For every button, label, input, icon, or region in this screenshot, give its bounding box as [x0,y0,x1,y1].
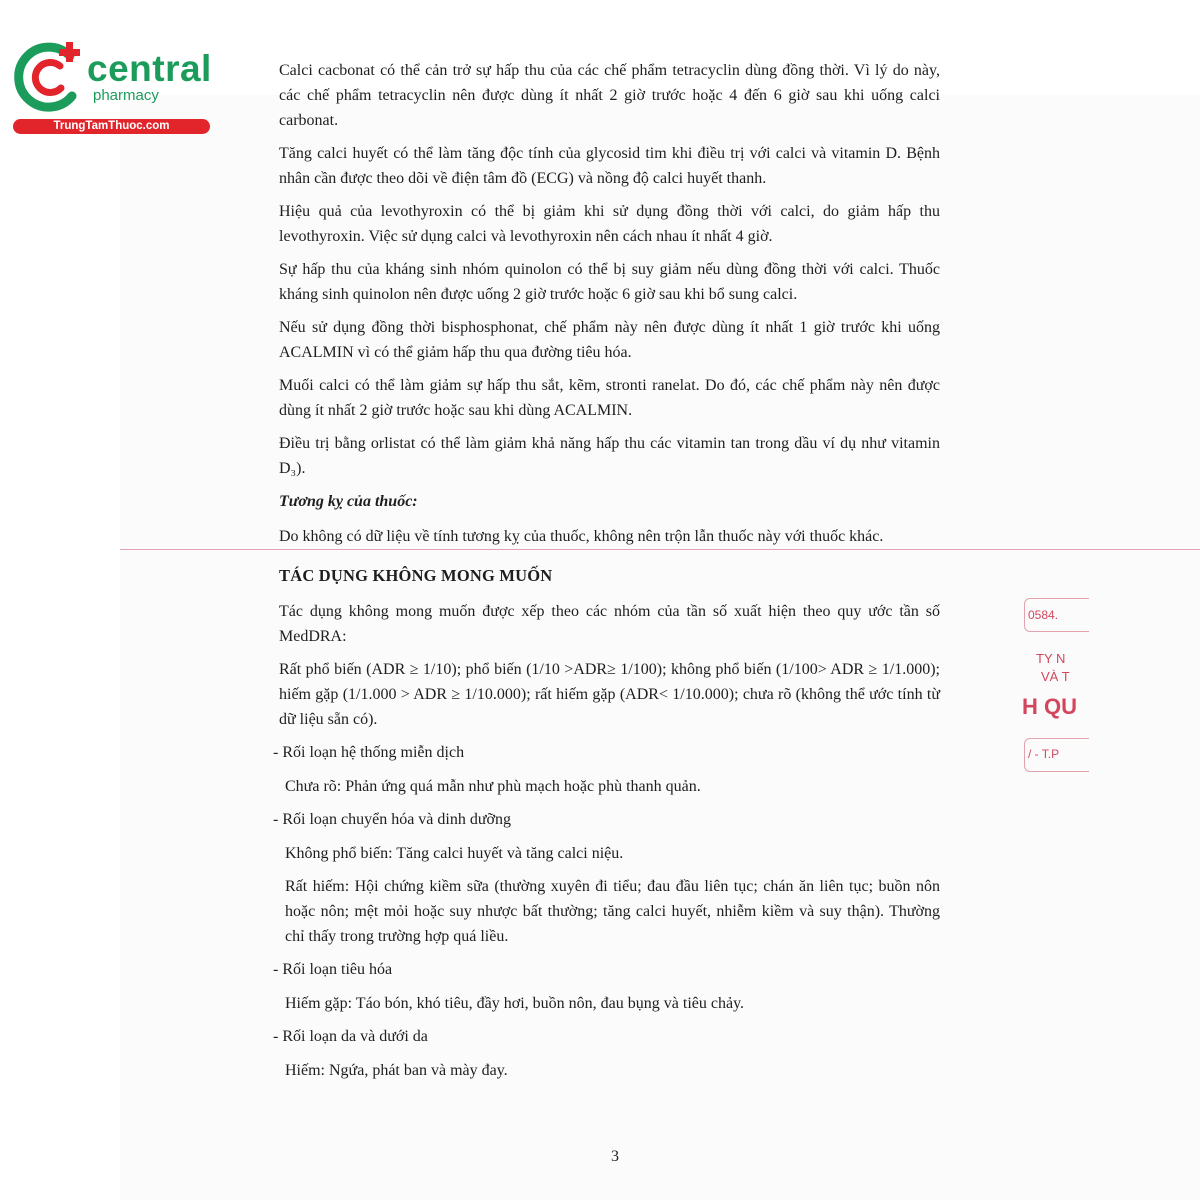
document-body [273,58,940,1091]
group-metabolism-item: Rất hiếm: Hội chứng kiềm sữa (thường xuyên đi tiểu; đau đầu liên tục; chán ăn liên tục; buồn nôn hoặc nôn; mệt mỏi hoặc suy nhược bất thường; tăng calci huyết, nhiễm kiềm và suy thận). Thường chỉ thấy trong trường hợp quá liều. [285,878,940,945]
stamp-line: TY N [1036,651,1066,666]
company-stamp [1010,598,1080,780]
page-number: 3 [611,1148,619,1165]
group-digestive: - Rối loạn tiêu hóa [273,961,393,978]
logo-mark-icon [10,38,90,118]
group-skin-item: Hiếm: Ngứa, phát ban và mày đay. [285,1062,508,1079]
adverse-intro: Tác dụng không mong muốn được xếp theo các nhóm của tần số xuất hiện theo quy ước tần số MedDRA: [279,603,940,645]
incompatibility-heading: Tương kỵ của thuốc: [279,493,418,510]
paragraph-glycosid: Tăng calci huyết có thể làm tăng độc tính của glycosid tim khi điều trị với calci và vitamin D. Bệnh nhân cần được theo dõi về điện tâm đồ (ECG) và nồng độ calci huyết thanh. [279,145,940,187]
stamp-line: VÀ T [1041,669,1070,684]
incompatibility-text: Do không có dữ liệu về tính tương kỵ của thuốc, không nên trộn lẫn thuốc này với thuốc khác. [279,528,884,545]
paragraph-muoi-calci: Muối calci có thể làm giảm sự hấp thu sắt, kẽm, stronti ranelat. Do đó, các chế phẩm này nên được dùng ít nhất 2 giờ trước hoặc sau khi dùng ACALMIN. [279,377,940,419]
paragraph-bisphosphonat: Nếu sử dụng đồng thời bisphosphonat, chế phẩm này nên được dùng ít nhất 1 giờ trước khi uống ACALMIN vì có thể giảm hấp thu qua đường tiêu hóa. [279,319,940,361]
paragraph-quinolon: Sự hấp thu của kháng sinh nhóm quinolon có thể bị suy giảm nếu dùng đồng thời với calci. Thuốc kháng sinh quinolon nên được uống 2 giờ trước hoặc 6 giờ sau khi bổ sung calci. [279,261,940,303]
group-skin: - Rối loạn da và dưới da [273,1028,428,1045]
group-immune: - Rối loạn hệ thống miễn dịch [273,744,465,761]
logo-name: central [87,48,212,89]
central-pharmacy-logo[interactable] [10,36,215,136]
logo-url-badge[interactable]: TrungTamThuoc.com [13,119,210,134]
stamp-line: / - T.P [1028,747,1060,761]
stamp-line: 0584. [1028,608,1059,622]
paragraph-orlistat: Điều trị bằng orlistat có thể làm giảm khả năng hấp thu các vitamin tan trong dầu ví dụ như vitamin D₃). [279,435,940,477]
paragraph-tetracyclin: Calci cacbonat có thể cản trở sự hấp thu của các chế phẩm tetracyclin dùng đồng thời. Vì lý do này, các chế phẩm tetracyclin nên được dùng ít nhất 2 giờ trước hoặc 4 đến 6 giờ sau khi uống calci carbonat. [279,62,940,129]
adverse-frequency: Rất phổ biến (ADR ≥ 1/10); phổ biến (1/10 >ADR≥ 1/100); không phổ biến (1/100> ADR ≥ 1/1.000); hiếm gặp (1/1.000 > ADR ≥ 1/10.000); rất hiếm gặp (ADR< 1/10.000); chưa rõ (không thể ước tính từ dữ liệu sẵn có). [279,661,940,728]
paragraph-levothyroxin: Hiệu quả của levothyroxin có thể bị giảm khi sử dụng đồng thời với calci, do giảm hấp thu levothyroxin. Việc sử dụng calci và levothyroxin nên cách nhau ít nhất 4 giờ. [279,203,940,245]
stamp-line: H QU [1022,694,1077,719]
group-metabolism-item: Không phổ biến: Tăng calci huyết và tăng calci niệu. [285,845,624,862]
logo-subtitle: pharmacy [93,87,159,104]
adverse-effects-heading: TÁC DỤNG KHÔNG MONG MUỐN [279,566,553,585]
group-digestive-item: Hiếm gặp: Táo bón, khó tiêu, đầy hơi, buồn nôn, đau bụng và tiêu chảy. [285,995,745,1012]
group-immune-item: Chưa rõ: Phản ứng quá mẫn như phù mạch hoặc phù thanh quản. [285,778,701,795]
group-metabolism: - Rối loạn chuyển hóa và dinh dưỡng [273,811,511,828]
